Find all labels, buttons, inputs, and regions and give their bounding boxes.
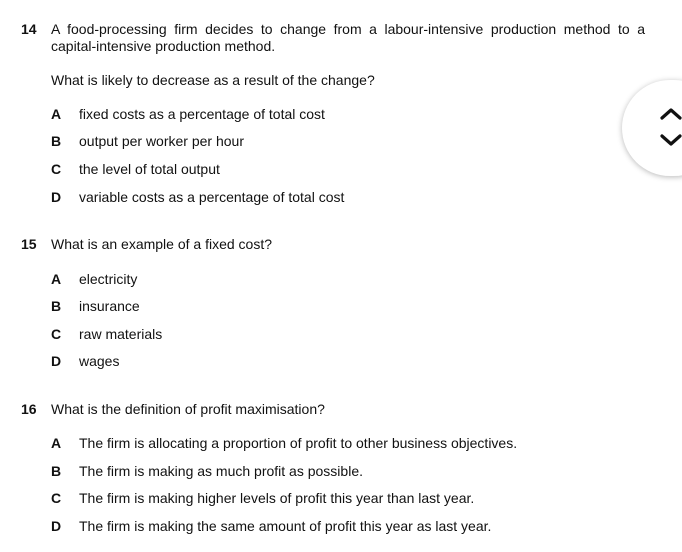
option-14-a[interactable] [0,106,682,124]
question-stem-line-2: capital-intensive production method. [51,38,276,54]
option-text: wages [79,353,120,369]
chevron-up-icon [656,103,682,125]
question-stem: What is the definition of profit maximisation? [51,401,325,417]
option-text: insurance [79,298,140,314]
option-14-c[interactable] [0,161,682,179]
option-text: variable costs as a percentage of total cost [79,189,345,205]
question-stem: What is an example of a fixed cost? [51,236,272,252]
option-letter: B [51,298,62,314]
option-text: electricity [79,271,138,287]
option-letter: B [51,133,62,149]
option-letter: C [51,490,62,506]
option-15-a[interactable] [0,271,682,289]
option-letter: A [51,271,62,287]
option-text: The firm is making as much profit as possible. [79,463,363,479]
option-letter: C [51,161,62,177]
option-letter: D [51,518,62,534]
option-15-d[interactable] [0,353,682,371]
option-16-b[interactable] [0,463,682,481]
option-16-c[interactable] [0,490,682,508]
option-16-a[interactable] [0,435,682,453]
question-number: 16 [21,401,37,417]
option-letter: A [51,435,62,451]
previous-question-button[interactable] [656,103,682,125]
option-text: The firm is making the same amount of profit this year as last year. [79,518,492,534]
option-15-c[interactable] [0,326,682,344]
option-16-d[interactable] [0,518,682,536]
question-sub-prompt: What is likely to decrease as a result of the change? [51,72,375,88]
option-15-b[interactable] [0,298,682,316]
chevron-down-icon [656,129,682,151]
option-letter: C [51,326,62,342]
option-14-d[interactable] [0,189,682,207]
question-number: 14 [21,21,37,37]
option-text: the level of total output [79,161,220,177]
option-text: output per worker per hour [79,133,244,149]
option-letter: D [51,189,62,205]
question-number: 15 [21,236,37,252]
option-text: raw materials [79,326,163,342]
question-stem [51,21,645,55]
option-letter: D [51,353,62,369]
option-text: fixed costs as a percentage of total cost [79,106,325,122]
option-text: The firm is allocating a proportion of profit to other business objectives. [79,435,518,451]
question-stem-line-1: A food-processing firm decides to change from a labour-intensive production method to a [51,21,645,37]
next-question-button[interactable] [656,129,682,151]
option-letter: A [51,106,62,122]
option-text: The firm is making higher levels of profit this year than last year. [79,490,475,506]
option-letter: B [51,463,62,479]
option-14-b[interactable] [0,133,682,151]
